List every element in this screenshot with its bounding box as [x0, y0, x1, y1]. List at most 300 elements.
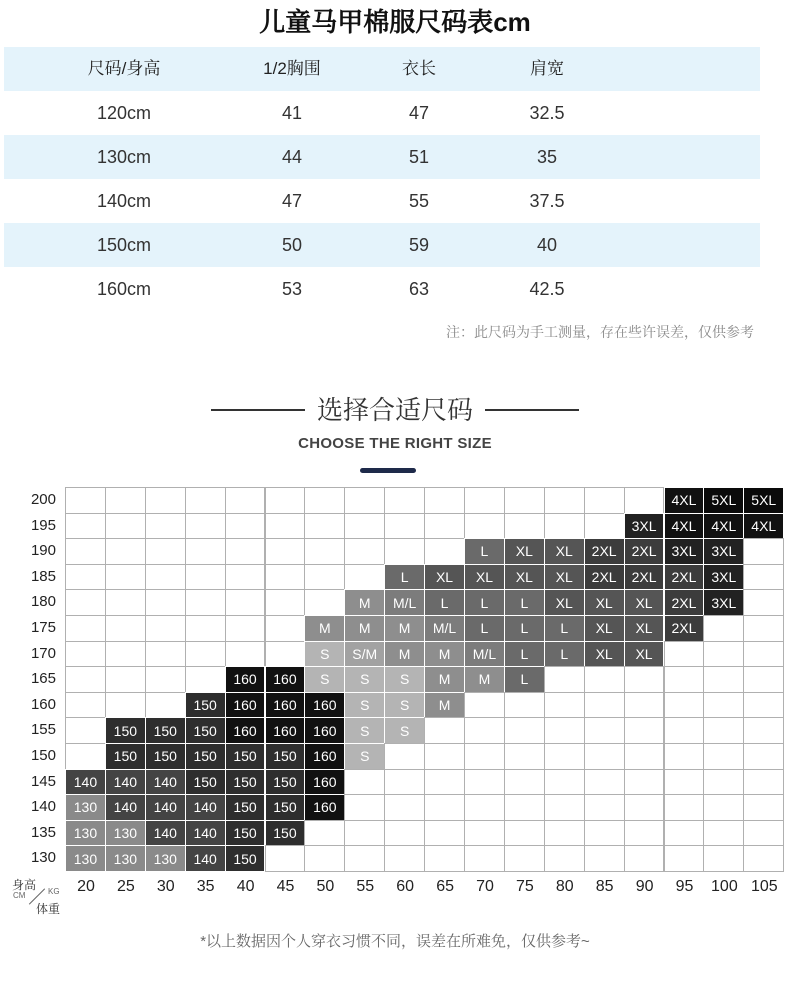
size-cell: 2XL: [584, 564, 625, 591]
size-cell: [65, 717, 106, 744]
size-cell: XL: [424, 564, 465, 591]
size-cell: [624, 666, 665, 693]
table-cell: 120cm: [96, 103, 152, 123]
height-label-155: 155: [30, 721, 56, 739]
size-cell: 160: [304, 743, 345, 770]
size-cell: [504, 717, 545, 744]
weight-label-105: 105: [750, 878, 778, 895]
size-cell: [664, 666, 705, 693]
size-cell: [304, 538, 345, 565]
size-cell: 4XL: [664, 487, 705, 514]
divider-right: [485, 409, 579, 411]
size-cell: 160: [265, 666, 306, 693]
size-cell: [624, 487, 665, 514]
size-cell: [664, 692, 705, 719]
size-cell: [304, 845, 345, 872]
size-cell: [225, 487, 266, 514]
size-cell: [464, 692, 505, 719]
weight-unit: KG: [48, 887, 60, 896]
size-cell: 150: [265, 743, 306, 770]
size-cell: 140: [185, 845, 226, 872]
size-cell: 160: [304, 769, 345, 796]
height-label-165: 165: [30, 670, 56, 688]
size-cell: 160: [304, 717, 345, 744]
size-cell: [544, 743, 585, 770]
size-cell: [304, 487, 345, 514]
size-cell: [344, 845, 385, 872]
size-cell: S: [344, 743, 385, 770]
size-cell: L: [384, 564, 425, 591]
size-cell: 160: [265, 717, 306, 744]
table-cell: 47: [408, 103, 430, 123]
size-cell: XL: [584, 641, 625, 668]
size-cell: L: [544, 615, 585, 642]
size-cell: M: [424, 641, 465, 668]
size-cell: [584, 692, 625, 719]
size-cell: M: [464, 666, 505, 693]
size-cell: [304, 564, 345, 591]
size-cell: [145, 666, 186, 693]
size-cell: [384, 820, 425, 847]
weight-label-25: 25: [116, 878, 135, 895]
size-cell: [703, 743, 744, 770]
size-cell: [504, 820, 545, 847]
size-cell: 2XL: [664, 615, 705, 642]
size-cell: L: [504, 589, 545, 616]
size-cell: [145, 615, 186, 642]
table-cell: 130cm: [96, 147, 152, 167]
size-cell: 160: [265, 692, 306, 719]
size-cell: [424, 820, 465, 847]
size-cell: 2XL: [624, 538, 665, 565]
section-heading: [0, 392, 790, 428]
size-cell: [703, 717, 744, 744]
size-cell: [544, 794, 585, 821]
size-cell: [65, 692, 106, 719]
size-cell: [504, 692, 545, 719]
size-cell: [344, 487, 385, 514]
weight-label-50: 50: [316, 878, 335, 895]
size-cell: 3XL: [664, 538, 705, 565]
size-cell: 150: [225, 845, 266, 872]
weight-label-60: 60: [396, 878, 415, 895]
size-cell: [464, 820, 505, 847]
table-cell: 37.5: [529, 191, 565, 211]
size-cell: M: [344, 615, 385, 642]
height-unit: CM: [13, 891, 26, 900]
height-label-180: 180: [30, 593, 56, 611]
accent-bar: [360, 468, 416, 473]
size-cell: 150: [185, 717, 226, 744]
size-cell: [584, 769, 625, 796]
weight-label-75: 75: [515, 878, 534, 895]
size-cell: 140: [145, 820, 186, 847]
table-cell: 47: [281, 191, 303, 211]
size-cell: S: [344, 717, 385, 744]
size-cell: [703, 845, 744, 872]
size-cell: 4XL: [703, 513, 744, 540]
size-cell: 3XL: [703, 538, 744, 565]
size-cell: [265, 538, 306, 565]
size-cell: [265, 641, 306, 668]
section-subtitle: CHOOSE THE RIGHT SIZE: [298, 435, 492, 452]
size-cell: [225, 564, 266, 591]
size-cell: 160: [304, 692, 345, 719]
size-cell: [703, 641, 744, 668]
size-cell: [504, 769, 545, 796]
size-cell: [703, 820, 744, 847]
size-cell: 150: [265, 794, 306, 821]
size-cell: L: [464, 615, 505, 642]
size-cell: [145, 538, 186, 565]
size-cell: [265, 615, 306, 642]
table-cell: 41: [281, 103, 303, 123]
size-cell: [384, 487, 425, 514]
size-cell: [743, 641, 784, 668]
size-cell: M: [384, 641, 425, 668]
size-cell: [65, 538, 106, 565]
divider-left: [211, 409, 305, 411]
size-cell: 130: [145, 845, 186, 872]
size-cell: L: [504, 641, 545, 668]
size-cell: 150: [145, 717, 186, 744]
table-cell: 44: [281, 147, 303, 167]
size-cell: [304, 820, 345, 847]
size-cell: [624, 845, 665, 872]
size-cell: [225, 615, 266, 642]
header-size-height: 尺码/身高: [87, 59, 161, 78]
size-cell: [185, 615, 226, 642]
size-cell: 3XL: [703, 564, 744, 591]
weight-label-20: 20: [77, 878, 95, 895]
size-cell: 140: [105, 794, 146, 821]
size-cell: [544, 769, 585, 796]
size-cell: [65, 641, 106, 668]
measurement-note: 注：此尺码为手工测量，存在些许误差，仅供参考: [446, 324, 754, 340]
size-cell: [65, 513, 106, 540]
size-cell: [743, 615, 784, 642]
size-cell: [265, 487, 306, 514]
height-label-190: 190: [30, 542, 56, 560]
table-cell: 59: [408, 235, 430, 255]
size-cell: [743, 538, 784, 565]
size-cell: [185, 666, 226, 693]
size-cell: [584, 845, 625, 872]
size-cell: XL: [624, 589, 665, 616]
size-cell: XL: [504, 538, 545, 565]
table-row: [4, 179, 760, 223]
height-label-170: 170: [30, 644, 56, 662]
size-cell: [424, 743, 465, 770]
size-cell: 130: [65, 794, 106, 821]
size-cell: [743, 717, 784, 744]
size-cell: [464, 487, 505, 514]
size-cell: 150: [105, 743, 146, 770]
size-cell: 150: [225, 794, 266, 821]
size-cell: [185, 513, 226, 540]
size-cell: [504, 487, 545, 514]
height-label-175: 175: [30, 619, 56, 636]
size-cell: 140: [145, 794, 186, 821]
size-cell: [743, 666, 784, 693]
size-cell: 2XL: [664, 564, 705, 591]
size-cell: [225, 538, 266, 565]
size-cell: [743, 769, 784, 796]
size-cell: 140: [185, 820, 226, 847]
size-cell: S: [344, 692, 385, 719]
size-cell: XL: [624, 641, 665, 668]
footer-note: *以上数据因个人穿衣习惯不同，误差在所难免，仅供参考~: [200, 933, 590, 950]
size-cell: [703, 769, 744, 796]
size-cell: L: [424, 589, 465, 616]
height-label-160: 160: [30, 695, 56, 713]
size-cell: [743, 794, 784, 821]
size-cell: [624, 717, 665, 744]
size-cell: M: [384, 615, 425, 642]
size-cell: [145, 513, 186, 540]
table-cell: 53: [281, 279, 303, 299]
size-cell: 150: [145, 743, 186, 770]
size-cell: [703, 692, 744, 719]
table-cell: 55: [408, 191, 430, 211]
size-cell: 3XL: [624, 513, 665, 540]
weight-label-35: 35: [196, 878, 215, 895]
size-cell: [624, 820, 665, 847]
size-cell: [664, 794, 705, 821]
size-cell: [504, 743, 545, 770]
size-cell: [145, 564, 186, 591]
size-cell: 140: [185, 794, 226, 821]
size-cell: [185, 641, 226, 668]
size-cell: [464, 794, 505, 821]
size-cell: [664, 820, 705, 847]
size-cell: [344, 794, 385, 821]
size-cell: 150: [185, 743, 226, 770]
size-cell: XL: [584, 589, 625, 616]
size-cell: [464, 717, 505, 744]
size-cell: [424, 717, 465, 744]
table-cell: 63: [408, 279, 430, 299]
size-cell: [504, 845, 545, 872]
size-cell: 150: [225, 743, 266, 770]
size-cell: [743, 564, 784, 591]
header-shoulder: 肩宽: [530, 59, 564, 78]
size-cell: [344, 769, 385, 796]
height-label-135: 135: [30, 823, 56, 841]
size-cell: S: [304, 666, 345, 693]
weight-label-45: 45: [276, 878, 295, 895]
size-cell: [424, 538, 465, 565]
size-cell: [743, 589, 784, 616]
size-cell: [105, 564, 146, 591]
size-cell: [424, 769, 465, 796]
size-cell: [185, 589, 226, 616]
size-cell: [384, 845, 425, 872]
weight-label-40: 40: [236, 878, 255, 895]
height-label-145: 145: [30, 772, 56, 790]
size-cell: XL: [584, 615, 625, 642]
weight-label-65: 65: [436, 878, 454, 895]
weight-label-100: 100: [711, 878, 738, 895]
weight-label-85: 85: [595, 878, 614, 895]
size-cell: [105, 615, 146, 642]
section-title-text: 选择合适尺码: [316, 395, 473, 425]
size-cell: L: [504, 666, 545, 693]
size-cell: [464, 743, 505, 770]
weight-label-95: 95: [675, 878, 694, 895]
size-cell: 150: [185, 769, 226, 796]
size-cell: 2XL: [664, 589, 705, 616]
size-cell: 2XL: [624, 564, 665, 591]
size-cell: [145, 692, 186, 719]
size-cell: [384, 769, 425, 796]
weight-label-30: 30: [156, 878, 175, 895]
size-cell: [105, 487, 146, 514]
size-cell: [544, 845, 585, 872]
size-cell: [344, 538, 385, 565]
table-cell: 40: [536, 235, 558, 255]
size-cell: [544, 513, 585, 540]
header-length: 衣长: [402, 59, 436, 78]
size-cell: 150: [225, 820, 266, 847]
size-cell: S: [344, 666, 385, 693]
size-cell: 5XL: [743, 487, 784, 514]
size-cell: 130: [105, 845, 146, 872]
size-cell: 160: [225, 666, 266, 693]
size-cell: [65, 743, 106, 770]
size-cell: [265, 513, 306, 540]
size-cell: [185, 564, 226, 591]
size-cell: [743, 820, 784, 847]
size-cell: [344, 564, 385, 591]
size-cell: [105, 589, 146, 616]
height-label: 身高: [12, 878, 37, 892]
size-cell: [584, 487, 625, 514]
size-cell: [624, 794, 665, 821]
size-cell: [584, 743, 625, 770]
weight-label-80: 80: [555, 878, 574, 895]
table-cell: 140cm: [96, 191, 152, 211]
size-cell: 160: [304, 794, 345, 821]
size-cell: [424, 487, 465, 514]
size-cell: [584, 820, 625, 847]
size-cell: 140: [65, 769, 106, 796]
size-cell: [703, 794, 744, 821]
size-cell: 150: [185, 692, 226, 719]
size-cell: [424, 845, 465, 872]
size-cell: [464, 513, 505, 540]
size-cell: [105, 513, 146, 540]
size-cell: [105, 692, 146, 719]
size-cell: [65, 589, 106, 616]
size-cell: 3XL: [703, 589, 744, 616]
size-cell: [664, 769, 705, 796]
table-row: [4, 267, 760, 311]
weight-label: 体重: [36, 902, 61, 916]
size-cell: 130: [65, 845, 106, 872]
size-cell: [145, 487, 186, 514]
size-cell: XL: [544, 589, 585, 616]
size-cell: [504, 513, 545, 540]
size-cell: [664, 641, 705, 668]
size-cell: [384, 794, 425, 821]
size-cell: M/L: [384, 589, 425, 616]
size-cell: [584, 666, 625, 693]
size-cell: [384, 513, 425, 540]
size-cell: [624, 692, 665, 719]
size-cell: [703, 615, 744, 642]
size-cell: S/M: [344, 641, 385, 668]
size-cell: [65, 666, 106, 693]
size-cell: S: [304, 641, 345, 668]
size-cell: XL: [504, 564, 545, 591]
size-cell: [65, 487, 106, 514]
size-cell: [225, 641, 266, 668]
table-cell: 160cm: [96, 279, 152, 299]
height-label-150: 150: [30, 747, 56, 764]
size-cell: S: [384, 692, 425, 719]
size-cell: [544, 820, 585, 847]
size-cell: [743, 692, 784, 719]
size-cell: 2XL: [584, 538, 625, 565]
size-cell: M: [424, 666, 465, 693]
size-cell: [584, 717, 625, 744]
size-cell: 140: [105, 769, 146, 796]
size-cell: [265, 845, 306, 872]
size-cell: [105, 666, 146, 693]
size-cell: 160: [225, 692, 266, 719]
table-cell: 51: [408, 147, 430, 167]
size-cell: XL: [624, 615, 665, 642]
size-cell: [344, 820, 385, 847]
size-cell: [544, 487, 585, 514]
height-label-130: 130: [30, 849, 56, 867]
size-cell: 4XL: [743, 513, 784, 540]
size-cell: [384, 538, 425, 565]
size-cell: 150: [265, 769, 306, 796]
size-table: [4, 47, 760, 311]
table-cell: 50: [281, 235, 303, 255]
size-cell: [624, 769, 665, 796]
page-title: 儿童马甲棉服尺码表cm: [259, 7, 531, 37]
height-label-140: 140: [30, 798, 56, 816]
table-cell: 42.5: [529, 279, 565, 299]
size-cell: [743, 845, 784, 872]
size-cell: [185, 538, 226, 565]
size-cell: [504, 794, 545, 821]
size-cell: [703, 666, 744, 693]
size-cell: [624, 743, 665, 770]
size-cell: [424, 513, 465, 540]
height-label-185: 185: [30, 567, 56, 585]
size-cell: L: [464, 538, 505, 565]
size-cell: M: [424, 692, 465, 719]
size-cell: 160: [225, 717, 266, 744]
size-cell: L: [544, 641, 585, 668]
size-cell: 5XL: [703, 487, 744, 514]
size-cell: [664, 845, 705, 872]
size-cell: 4XL: [664, 513, 705, 540]
size-cell: [344, 513, 385, 540]
size-cell: S: [384, 666, 425, 693]
size-cell: [105, 538, 146, 565]
size-cell: [384, 743, 425, 770]
table-row: [4, 135, 760, 179]
size-cell: 140: [145, 769, 186, 796]
size-cell: L: [464, 589, 505, 616]
size-cell: S: [384, 717, 425, 744]
size-cell: XL: [544, 564, 585, 591]
